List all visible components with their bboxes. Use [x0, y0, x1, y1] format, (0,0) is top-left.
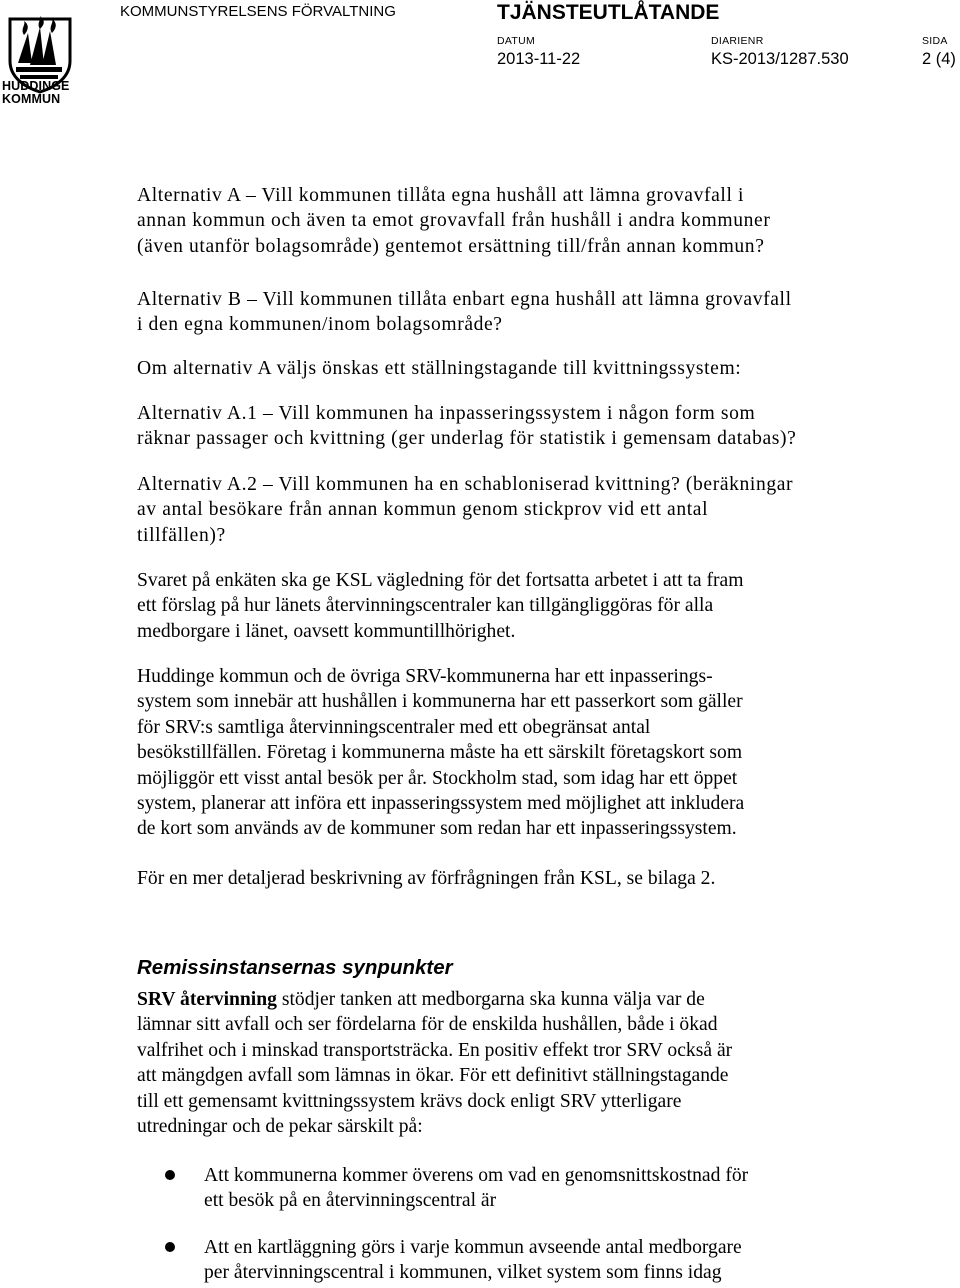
text-line: räknar passager och kvittning (ger underlag för statistik i gemensam databas)? [137, 428, 797, 450]
text-line: lämnar sitt avfall och ser fördelarna för de enskilda hushållen, både i ökad [137, 1014, 718, 1036]
text-line: möjliggör ett visst antal besök per år. Stockholm stad, som idag har ett öppet [137, 767, 738, 789]
paragraph-bilaga [137, 866, 837, 891]
text-line: system, planerar att införa ett inpasseringssystem med möjlighet att inkludera [137, 793, 745, 815]
paragraph-alternativ-a2 [137, 472, 837, 548]
text-line: i den egna kommunen/inom bolagsområde? [137, 314, 503, 336]
text-line: per återvinningscentral i kommunen, vilket system som finns idag [204, 1262, 722, 1284]
text-line: annan kommun och även ta emot grovavfall från hushåll i andra kommuner [137, 210, 771, 232]
text-line: medborgare i länet, oavsett kommuntillhörighet. [137, 620, 516, 642]
section-heading: Remissinstansernas synpunkter [137, 956, 453, 979]
logo-text-line-2: KOMMUN [2, 92, 61, 106]
text-line: tillfällen)? [137, 524, 226, 546]
srv-first-line-rest: stödjer tanken att medborgarna ska kunna välja var de [276, 989, 705, 1010]
text-line: besökstillfällen. Företag i kommunerna måste ha ett särskilt företagskort som [137, 742, 743, 764]
paragraph-huddinge [137, 664, 837, 842]
text-line: För en mer detaljerad beskrivning av förfrågningen från KSL, se bilaga 2. [137, 868, 716, 889]
text-line: Huddinge kommun och de övriga SRV-kommunerna har ett inpasserings- [137, 666, 713, 687]
text-line: Att en kartläggning görs i varje kommun avseende antal medborgare [204, 1237, 742, 1258]
text-line: till ett gemensamt kvittningssystem krävs dock enligt SRV ytterligare [137, 1090, 682, 1112]
text-line: av antal besökare från annan kommun genom stickprov vid ett antal [137, 499, 709, 521]
text-line: för SRV:s samtliga återvinningscentraler med ett obegränsat antal [137, 716, 651, 738]
logo-text-line-1: HUDDINGE [2, 79, 70, 93]
paragraph-srv [137, 987, 837, 1139]
text-line: (även utanför bolagsområde) gentemot ersättning till/från annan kommun? [137, 235, 765, 257]
text-line: ett besök på en återvinningscentral är [204, 1190, 497, 1212]
text-line: ett förslag på hur länets återvinningscentraler kan tillgängliggöras för alla [137, 595, 714, 617]
text-line: att mängdgen avfall som lämnas in ökar. För ett definitivt ställningstagande [137, 1065, 729, 1087]
page-number: 2 (4) [922, 50, 956, 68]
bullet-item [204, 1163, 904, 1214]
date-label: DATUM [497, 35, 536, 47]
text-line: Svaret på enkäten ska ge KSL vägledning för det fortsatta arbetet i att ta fram [137, 570, 744, 591]
text-line: Alternativ A.1 – Vill kommunen ha inpasseringssystem i någon form som [137, 403, 756, 424]
text-line: Alternativ A.2 – Vill kommunen ha en schabloniserad kvittning? (beräkningar [137, 474, 794, 495]
date-value: 2013-11-22 [497, 50, 581, 68]
paragraph-svaret [137, 568, 837, 644]
text-line: Alternativ B – Vill kommunen tillåta enbart egna hushåll att lämna grovavfall [137, 289, 792, 310]
paragraph-alternativ-a [137, 183, 837, 259]
text-line: Alternativ A – Vill kommunen tillåta egna hushåll att lämna grovavfall i [137, 185, 745, 206]
paragraph-om-alternativ-a [137, 356, 837, 381]
text-line: utredningar och de pekar särskilt på: [137, 1116, 423, 1138]
bullet-dot [165, 1242, 175, 1252]
page-label: SIDA [922, 35, 948, 47]
text-line: Att kommunerna kommer överens om vad en genomsnittskostnad för [204, 1165, 749, 1186]
diarienr-value: KS-2013/1287.530 [711, 50, 849, 68]
bullet-item [204, 1235, 904, 1286]
text-line: de kort som används av de kommuner som redan har ett inpasseringssystem. [137, 818, 737, 840]
paragraph-alternativ-b [137, 287, 837, 338]
organization-name: KOMMUNSTYRELSENS FÖRVALTNING [120, 3, 396, 20]
bullet-dot [165, 1170, 175, 1180]
document-type-title: TJÄNSTEUTLÅTANDE [497, 1, 720, 24]
text-line: system som innebär att hushållen i kommunerna har ett passerkort som gäller [137, 691, 743, 713]
text-line: valfrihet och i minskad transportsträcka. En positiv effekt tror SRV också är [137, 1039, 733, 1061]
paragraph-alternativ-a1 [137, 401, 837, 452]
srv-bold-lead: SRV återvinning [137, 989, 277, 1010]
diarienr-label: DIARIENR [711, 35, 764, 47]
text-line [137, 987, 837, 1012]
text-line: Om alternativ A väljs önskas ett ställningstagande till kvittningssystem: [137, 358, 742, 379]
